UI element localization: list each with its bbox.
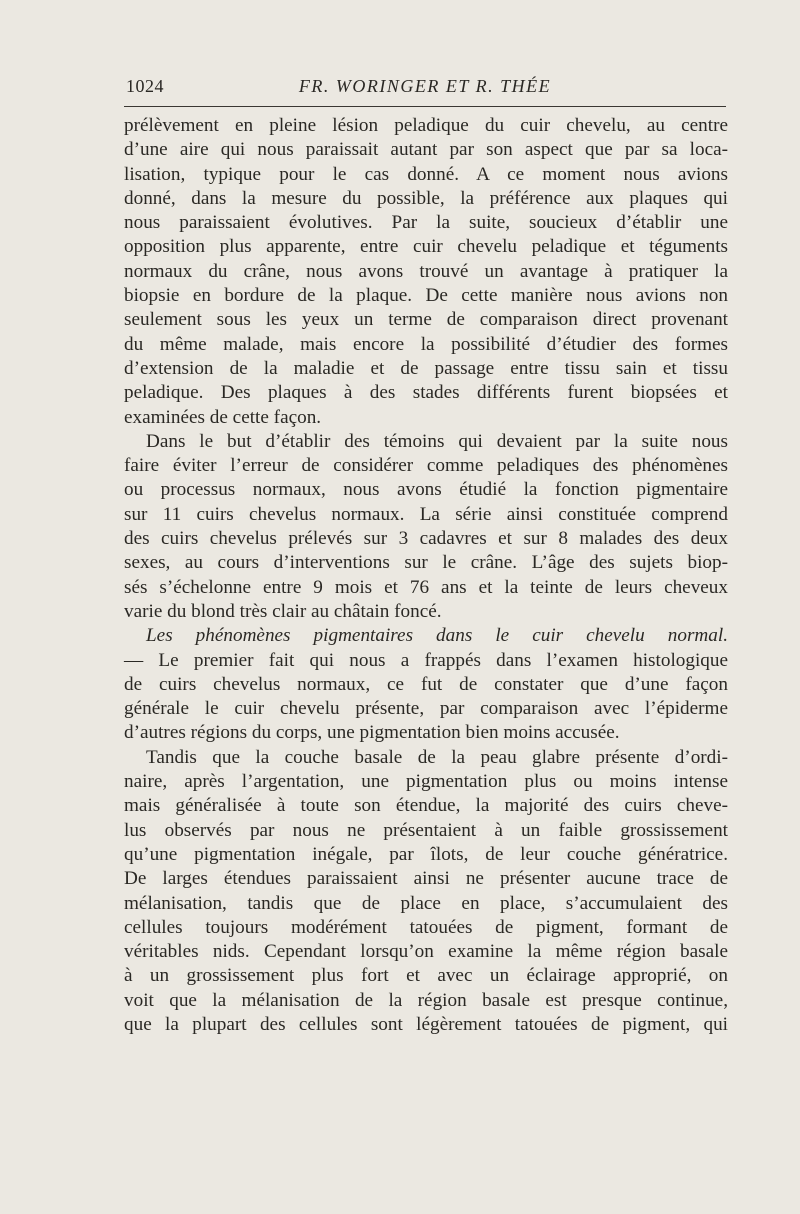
text-line: prélèvement en pleine lésion peladique du cuir chevelu, au centre [124, 115, 728, 136]
text-line: Dans le but d’établir des témoins qui devaient par la suite nous [146, 430, 728, 452]
text-line: naire, après l’argentation, une pigmentation plus ou moins intense [124, 771, 728, 793]
text-line: de cuirs chevelus normaux, ce fut de constater que d’une façon [124, 673, 728, 695]
page-header [122, 74, 728, 102]
text-line: mais généralisée à toute son étendue, la majorité des cuirs cheve- [124, 795, 728, 817]
text-line: mélanisation, tandis que de place en place, s’accumulaient des [124, 892, 728, 914]
body-text [124, 114, 728, 1037]
text-line: d’extension de la maladie et de passage entre tissu sain et tissu [124, 357, 728, 379]
running-head: FR. WORINGER ET R. THÉE [298, 76, 552, 96]
text-line: donné, dans la mesure du possible, la préférence aux plaques qui [124, 187, 728, 209]
text-line: peladique. Des plaques à des stades différents furent biopsées et [124, 382, 728, 404]
text-line: que la plupart des cellules sont légèrement tatouées de pigment, qui [124, 1013, 728, 1035]
text-line: d’une aire qui nous paraissait autant par son aspect que par sa loca- [124, 139, 728, 161]
text-line: qu’une pigmentation inégale, par îlots, de leur couche génératrice. [124, 843, 728, 865]
text-line: — Le premier fait qui nous a frappés dans l’examen histologique [124, 649, 728, 671]
text-line: voit que la mélanisation de la région basale est presque continue, [124, 989, 728, 1011]
text-line: cellules toujours modérément tatouées de pigment, formant de [124, 916, 728, 938]
section-heading: Les phénomènes pigmentaires dans le cuir chevelu normal. [146, 625, 728, 647]
text-line: opposition plus apparente, entre cuir chevelu peladique et téguments [124, 236, 728, 258]
text-line: générale le cuir chevelu présente, par comparaison avec l’épiderme [124, 698, 728, 720]
text-line: varie du blond très clair au châtain foncé. [124, 600, 442, 622]
page-number: 1024 [126, 76, 164, 96]
text-line: du même malade, mais encore la possibilité d’étudier des formes [124, 333, 728, 355]
header-rule [124, 106, 726, 107]
text-line: faire éviter l’erreur de considérer comme peladiques des phénomènes [124, 455, 728, 477]
text-line: sexes, au cours d’interventions sur le crâne. L’âge des sujets biop- [124, 552, 728, 574]
text-line: examinées de cette façon. [124, 406, 322, 428]
text-line: sés s’échelonne entre 9 mois et 76 ans et la teinte de leurs cheveux [124, 576, 728, 598]
text-line: seulement sous les yeux un terme de comparaison direct provenant [124, 309, 728, 331]
text-line: lisation, typique pour le cas donné. A ce moment nous avions [124, 163, 728, 185]
text-line: des cuirs chevelus prélevés sur 3 cadavres et sur 8 malades des deux [124, 528, 728, 550]
text-line: ou processus normaux, nous avons étudié la fonction pigmentaire [124, 479, 728, 501]
text-line: Tandis que la couche basale de la peau glabre présente d’ordi- [146, 746, 728, 768]
text-line: à un grossissement plus fort et avec un éclairage approprié, on [124, 965, 728, 987]
text-line: d’autres régions du corps, une pigmentation bien moins accusée. [124, 722, 620, 744]
text-line: biopsie en bordure de la plaque. De cette manière nous avions non [124, 285, 728, 307]
text-line: lus observés par nous ne présentaient à un faible grossissement [124, 819, 728, 841]
text-line: nous paraissaient évolutives. Par la suite, soucieux d’établir une [124, 212, 728, 234]
text-line: De larges étendues paraissaient ainsi ne présenter aucune trace de [124, 868, 728, 890]
text-line: sur 11 cuirs chevelus normaux. La série ainsi constituée comprend [124, 503, 728, 525]
text-line: normaux du crâne, nous avons trouvé un avantage à pratiquer la [124, 260, 728, 282]
text-line: véritables nids. Cependant lorsqu’on examine la même région basale [124, 941, 728, 963]
